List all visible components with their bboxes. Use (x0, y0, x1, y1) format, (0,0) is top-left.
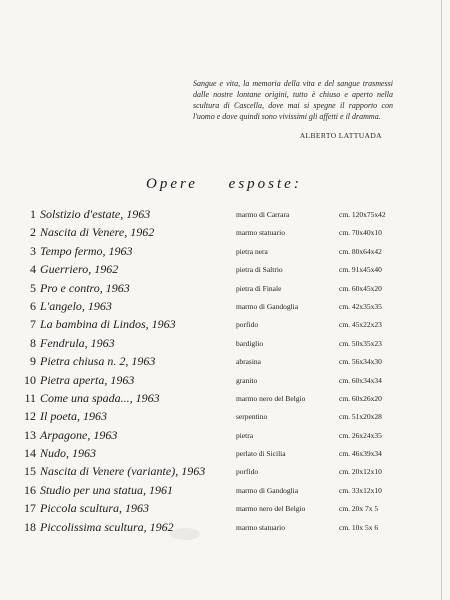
work-material: marmo nero del Belgio (236, 504, 306, 514)
work-dimensions: cm. 91x45x40 (339, 265, 382, 275)
work-title: Nudo, 1963 (40, 446, 97, 461)
work-title: Piccolissima scultura, 1962 (40, 519, 174, 534)
work-material: porfido (236, 467, 259, 477)
quote-text: Sangue e vita, la memoria della vita e del sangue trasmessi dalle nostre lontane origini, tutto è chiuso e aperto nella scultura di Cascella, dove mai si spegne il rapporto con l'uomo e dove quindi sono vivissimi gli affetti e il dramma. (193, 79, 393, 121)
work-material: pietra (236, 430, 254, 440)
work-row (0, 500, 450, 518)
work-number: 11 (24, 390, 36, 405)
work-title: Arpagone, 1963 (40, 427, 118, 442)
work-material: perlato di Sicilia (236, 449, 286, 459)
work-number: 3 (30, 243, 36, 258)
quote-author: ALBERTO LATTUADA (299, 131, 382, 140)
work-title: L'angelo, 1963 (40, 298, 112, 313)
work-dimensions: cm. 60x45x20 (339, 283, 382, 293)
work-row (0, 463, 450, 481)
work-row (0, 427, 450, 445)
work-title: Piccola scultura, 1963 (40, 501, 149, 516)
work-row (0, 408, 450, 426)
work-title: Studio per una statua, 1961 (40, 482, 174, 497)
work-material: marmo di Gandoglia (236, 301, 299, 311)
work-row (0, 353, 450, 371)
work-dimensions: cm. 42x35x35 (339, 301, 382, 311)
work-row (0, 206, 450, 224)
work-number: 13 (24, 427, 36, 442)
work-dimensions: cm. 80x64x42 (339, 246, 382, 256)
work-title: Pro e contro, 1963 (40, 280, 130, 295)
work-dimensions: cm. 33x12x10 (339, 485, 382, 495)
work-number: 4 (30, 262, 36, 277)
work-material: porfido (236, 320, 259, 330)
work-title: Come una spada..., 1963 (40, 390, 160, 405)
work-material: pietra di Saltrio (236, 265, 283, 275)
work-number: 18 (24, 519, 36, 534)
work-row (0, 372, 450, 390)
work-number: 12 (24, 409, 36, 424)
work-row (0, 482, 450, 500)
work-material: marmo nero del Belgio (236, 393, 306, 403)
works-heading: Opere esposte: (146, 176, 302, 192)
work-number: 10 (24, 372, 36, 387)
work-material: pietra nera (236, 246, 268, 256)
work-number: 1 (30, 207, 36, 221)
work-dimensions: cm. 56x34x30 (339, 357, 382, 367)
work-number: 17 (24, 501, 36, 516)
work-material: pietra di Finale (236, 283, 282, 293)
work-dimensions: cm. 45x22x23 (339, 320, 382, 330)
work-number: 9 (30, 354, 36, 369)
work-title: Pietra aperta, 1963 (40, 372, 135, 387)
work-dimensions: cm. 50x35x23 (339, 338, 382, 348)
work-dimensions: cm. 20x12x10 (339, 467, 382, 477)
work-row (0, 243, 450, 261)
work-dimensions: cm. 51x20x28 (339, 412, 382, 422)
work-row (0, 280, 450, 298)
work-title: Nascita di Venere, 1962 (40, 225, 155, 240)
work-row (0, 335, 450, 353)
work-row (0, 298, 450, 316)
work-dimensions: cm. 26x24x35 (339, 430, 382, 440)
work-material: serpentino (236, 412, 268, 422)
work-title: Il poeta, 1963 (40, 409, 107, 424)
work-row (0, 316, 450, 334)
work-number: 2 (30, 225, 36, 240)
work-dimensions: cm. 20x 7x 5 (339, 504, 379, 514)
work-title: Solstizio d'estate, 1963 (40, 207, 151, 221)
work-dimensions: cm. 70x40x10 (339, 228, 382, 238)
paper-smudge (170, 528, 200, 540)
work-number: 14 (24, 446, 36, 461)
work-row (0, 445, 450, 463)
work-title: Nascita di Venere (variante), 1963 (40, 464, 206, 479)
work-number: 6 (30, 298, 36, 313)
work-row (0, 519, 450, 537)
work-title: Fendrula, 1963 (40, 335, 115, 350)
work-title: Tempo fermo, 1963 (40, 243, 133, 258)
work-row (0, 390, 450, 408)
work-title: La bambina di Lindos, 1963 (40, 317, 176, 332)
work-material: bardiglio (236, 338, 264, 348)
works-list (0, 206, 450, 537)
work-material: marmo statuario (236, 228, 285, 238)
work-number: 16 (24, 482, 36, 497)
work-material: marmo di Carrara (236, 210, 290, 219)
work-material: granito (236, 375, 258, 385)
work-dimensions: cm. 120x75x42 (339, 210, 386, 219)
work-number: 8 (30, 335, 36, 350)
work-material: marmo statuario (236, 522, 285, 532)
work-dimensions: cm. 60x26x20 (339, 393, 382, 403)
work-row (0, 224, 450, 242)
work-number: 15 (24, 464, 36, 479)
work-title: Pietra chiusa n. 2, 1963 (40, 354, 156, 369)
work-title: Guerriero, 1962 (40, 262, 119, 277)
work-material: marmo di Gandoglia (236, 485, 299, 495)
work-material: abrasina (236, 357, 261, 367)
work-row (0, 261, 450, 279)
work-dimensions: cm. 10x 5x 6 (339, 522, 379, 532)
work-dimensions: cm. 60x34x34 (339, 375, 382, 385)
work-number: 5 (30, 280, 36, 295)
work-dimensions: cm. 46x39x34 (339, 449, 382, 459)
work-number: 7 (30, 317, 36, 332)
